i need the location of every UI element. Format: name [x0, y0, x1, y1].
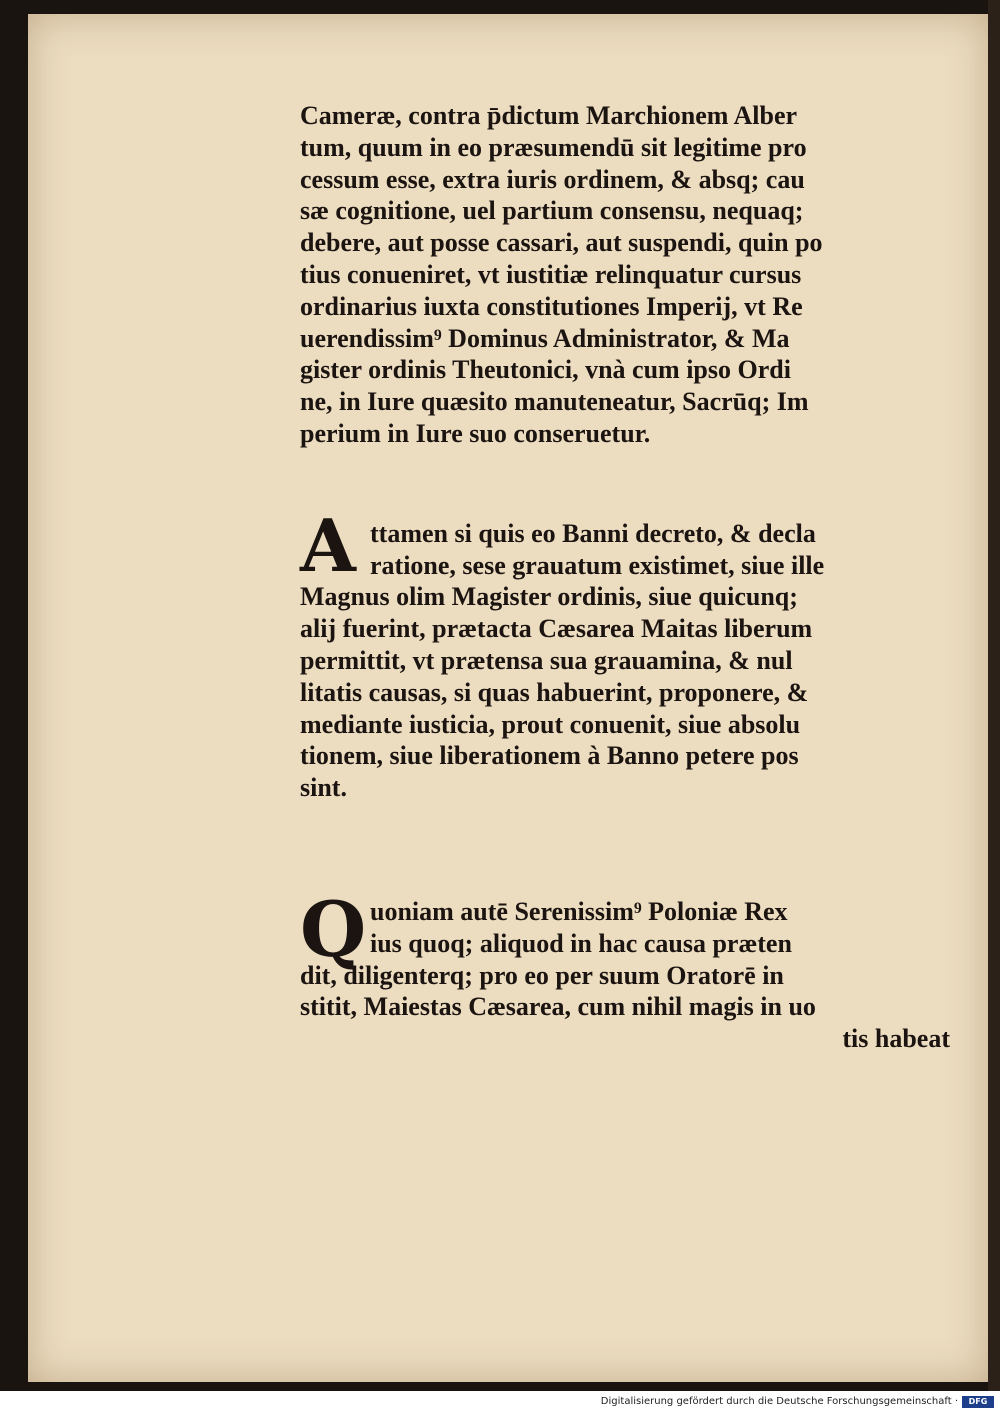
text-line: ttamen si quis eo Banni decreto, & decla: [370, 518, 816, 548]
text-line: sæ cognitione, uel partium consensu, nequaq;: [300, 196, 804, 226]
paragraph-2: [300, 502, 950, 804]
text-line: ordinarius iuxta constitutiones Imperij, vt Re: [300, 291, 803, 321]
initial-letter-a: A: [300, 502, 356, 588]
catchword: tis habeat: [842, 1024, 950, 1054]
book-spine-edge: [988, 0, 1000, 1392]
funding-notice: Digitalisierung gefördert durch die Deutsche Forschungsgemeinschaft ·: [600, 1396, 958, 1407]
text-line: tius conueniret, vt iustitiæ relinquatur cursus: [300, 259, 802, 289]
text-line: perium in Iure suo conseruetur.: [300, 418, 651, 448]
initial-letter-q: Q: [300, 884, 367, 974]
text-line: gister ordinis Theutonici, vnà cum ipso Ordi: [300, 355, 791, 385]
text-line: Cameræ, contra p̄dictum Marchionem Alber: [300, 101, 798, 130]
text-line: alij fuerint, prætacta Cæsarea Maitas liberum: [300, 614, 813, 644]
text-line: tum, quum in eo præsumendū sit legitime pro: [300, 132, 807, 162]
book-page: [28, 14, 988, 1382]
text-line: tionem, siue liberationem à Banno petere pos: [300, 741, 799, 771]
text-line: sint.: [300, 773, 347, 803]
paragraph-3: [300, 884, 950, 1055]
text-line: cessum esse, extra iuris ordinem, & absq; cau: [300, 164, 805, 194]
text-line: debere, aut posse cassari, aut suspendi, quin po: [300, 228, 823, 258]
text-line: mediante iusticia, prout conuenit, siue absolu: [300, 709, 801, 739]
text-line: Magnus olim Magister ordinis, siue quicunq;: [300, 582, 798, 612]
text-line: ius quoq; aliquod in hac causa præten: [370, 928, 792, 958]
digitization-footer: [0, 1391, 1000, 1413]
text-line: ne, in Iure quæsito manuteneatur, Sacrūq; Im: [300, 387, 809, 417]
paragraph-1: [300, 100, 950, 450]
text-line: litatis causas, si quas habuerint, proponere, &: [300, 677, 809, 707]
text-line: permittit, vt prætensa sua grauamina, & nul: [300, 645, 793, 675]
page-text-block: [300, 100, 950, 1055]
text-line: uoniam autē Serenissim⁹ Poloniæ Rex: [370, 896, 788, 926]
dfg-logo: DFG: [962, 1396, 994, 1408]
text-line: ratione, sese grauatum existimet, siue ille: [370, 550, 825, 580]
text-line: stitit, Maiestas Cæsarea, cum nihil magis in uo: [300, 992, 816, 1022]
text-line: uerendissim⁹ Dominus Administrator, & Ma: [300, 323, 790, 353]
text-line: dit, diligenterq; pro eo per suum Oratorē in: [300, 960, 784, 990]
